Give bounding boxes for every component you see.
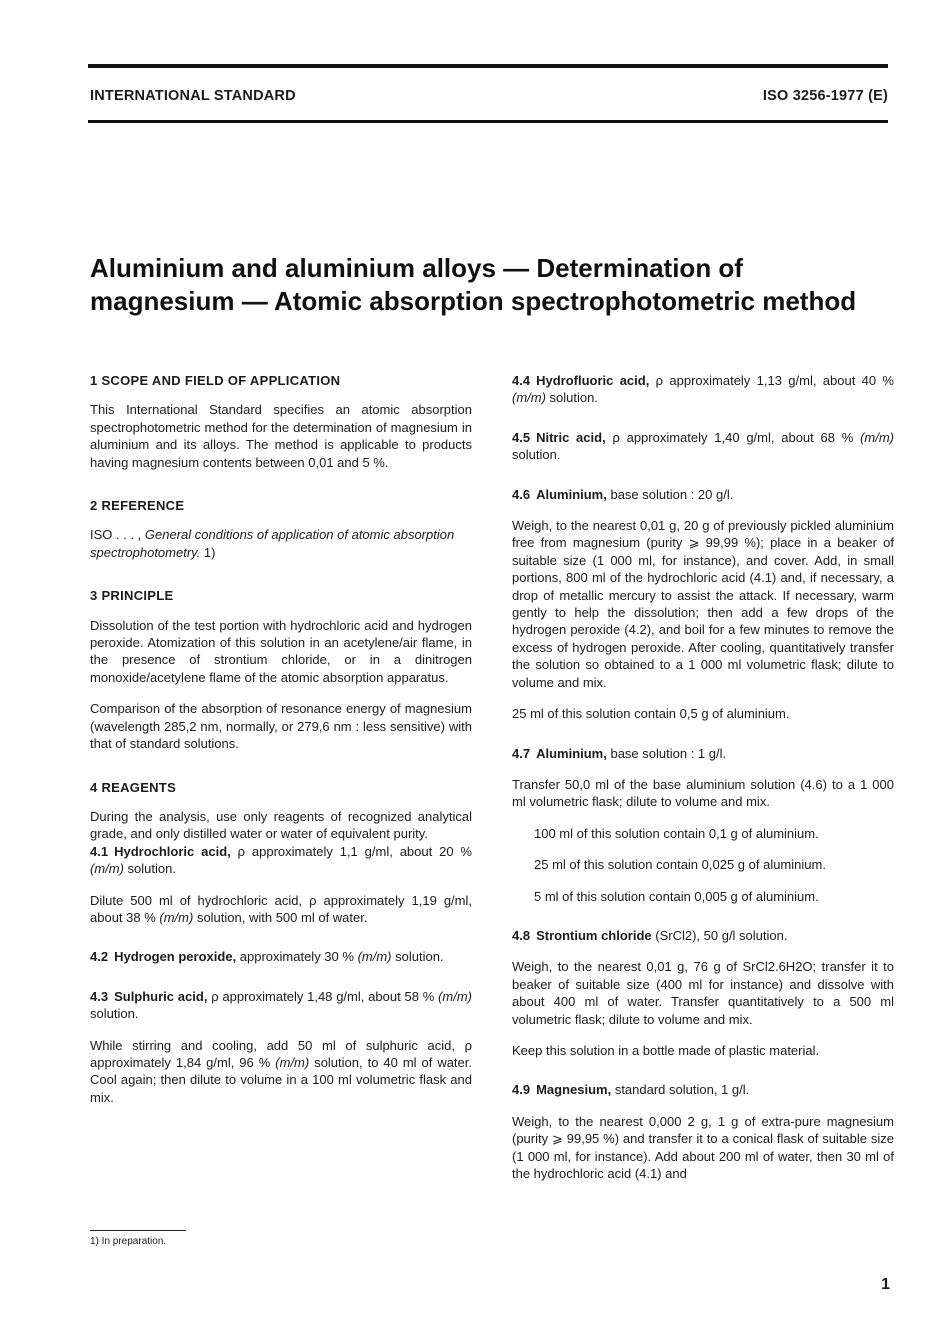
header-top-rule: [88, 64, 888, 68]
footnote: 1) In preparation.: [90, 1236, 167, 1247]
reagent-4-8: 4.8 Strontium chloride (SrCl2), 50 g/l solution.: [512, 927, 788, 943]
reagent-4-3: 4.3 Sulphuric acid, ρ approximately 1,48 g/ml, about 58 % (m/m) solution.: [90, 988, 472, 1022]
header-right: ISO 3256-1977 (E): [762, 88, 888, 104]
section-1-text: This International Standard specifies an atomic absorption spectrophotometric method for the determination of magnesium in aluminium and its alloys. The method is applicable to products having magnesium contents between 0,01 and 5 %.: [90, 402, 472, 470]
reagent-4-4: 4.4 Hydrofluoric acid, ρ approximately 1,13 g/ml, about 40 % (m/m) solution.: [512, 373, 894, 406]
reagent-4-1-dilution: Dilute 500 ml of hydrochloric acid, ρ approximately 1,19 g/ml, about 38 % (m/m) solution, with 500 ml of water.: [90, 892, 472, 925]
reagent-4-3-preparation: While stirring and cooling, add 50 ml of sulphuric acid, ρ approximately 1,84 g/ml, 96 % (m/m) solution, to 40 ml of water. Cool again; then dilute to volume in a 100 ml volumetric flask and mix.: [90, 1037, 473, 1105]
section-3-heading: 3 PRINCIPLE: [90, 588, 174, 604]
right-column: [512, 372, 894, 1196]
reagent-4-5: 4.5 Nitric acid, ρ approximately 1,40 g/ml, about 68 % (m/m) solution.: [512, 429, 894, 463]
footnote-rule: [90, 1230, 186, 1231]
reagent-4-8-storage: Keep this solution in a bottle made of plastic material.: [512, 1042, 820, 1058]
reagent-4-8-preparation: Weigh, to the nearest 0,01 g, 76 g of SrCl2.6H2O; transfer it to beaker of suitable size (400 ml for instance) and dissolve with about 400 ml of water. Transfer quantitatively to a 500 ml volumetric flask; dilute to volume and mix.: [512, 959, 894, 1027]
section-2-heading: 2 REFERENCE: [90, 498, 185, 514]
reagent-4-7-concentration-3: 5 ml of this solution contain 0,005 g of aluminium.: [534, 888, 819, 904]
title-line-2: magnesium — Atomic absorption spectrophotometric method: [90, 286, 857, 316]
reagents-intro: During the analysis, use only reagents of recognized analytical grade, and only distilled water or water of equivalent purity.: [90, 808, 472, 842]
title-line-1: Aluminium and aluminium alloys — Determination of: [90, 253, 743, 283]
reagent-4-9: 4.9 Magnesium, standard solution, 1 g/l.: [512, 1082, 750, 1098]
reagent-4-7-preparation: Transfer 50,0 ml of the base aluminium solution (4.6) to a 1 000 ml volumetric flask; dilute to volume and mix.: [512, 776, 894, 810]
reagent-4-6: 4.6 Aluminium, base solution : 20 g/l.: [512, 486, 734, 502]
section-2-reference: ISO . . . , General conditions of application of atomic absorption spectrophotometry. 1): [90, 527, 455, 560]
reagent-4-6-preparation: Weigh, to the nearest 0,01 g, 20 g of previously pickled aluminium free from magnesium (purity ⩾ 99,99 %); place in a beaker of suitable size (1 000 ml, for instance), and cover. Add, in small portions, 800 ml of the hydrochloric acid (4.1) and, if necessary, a drop of metallic mercury to assist the attack. If necessary, warm gently to help the dissolution; then add a few drops of the hydrogen peroxide (4.2), and boil for a few minutes to remove the excess of hydrogen peroxide. After cooling, quantitatively transfer the solution so obtained to a 1 000 ml volumetric flask; dilute to volume and mix.: [512, 518, 894, 690]
section-1-heading: 1 SCOPE AND FIELD OF APPLICATION: [90, 373, 341, 388]
reagent-4-9-preparation: Weigh, to the nearest 0,000 2 g, 1 g of extra-pure magnesium (purity ⩾ 99,95 %) and transfer it to a conical flask of suitable size (1 000 ml, for instance). Add about 200 ml of water, then 30 ml of the hydrochloric acid (4.1) and: [512, 1113, 894, 1181]
reagent-4-2: 4.2 Hydrogen peroxide, approximately 30 % (m/m) solution.: [90, 949, 444, 965]
left-column: [90, 372, 472, 1120]
header-bottom-rule: [88, 120, 888, 123]
document-title: [90, 252, 910, 318]
page-number: 1: [881, 1276, 890, 1293]
section-4-heading: 4 REAGENTS: [90, 779, 177, 795]
section-3-paragraph-2: Comparison of the absorption of resonance energy of magnesium (wavelength 285,2 nm, normally, or 279,6 nm : less sensitive) with that of standard solutions.: [90, 701, 472, 752]
header-left: INTERNATIONAL STANDARD: [90, 88, 296, 104]
reagent-4-7-concentration-1: 100 ml of this solution contain 0,1 g of aluminium.: [534, 825, 819, 841]
reagent-4-7: 4.7 Aluminium, base solution : 1 g/l.: [512, 745, 727, 761]
reagent-4-7-concentration-2: 25 ml of this solution contain 0,025 g of aluminium.: [534, 857, 826, 873]
reagent-4-1: 4.1 Hydrochloric acid, ρ approximately 1,1 g/ml, about 20 % (m/m) solution.: [90, 843, 472, 877]
section-3-paragraph-1: Dissolution of the test portion with hydrochloric acid and hydrogen peroxide. Atomization of this solution in an acetylene/air flame, in the presence of strontium chloride, or in a dinitrogen monoxide/acetylene flame of the atomic absorption apparatus.: [90, 617, 472, 685]
reagent-4-6-concentration: 25 ml of this solution contain 0,5 g of aluminium.: [512, 706, 790, 722]
